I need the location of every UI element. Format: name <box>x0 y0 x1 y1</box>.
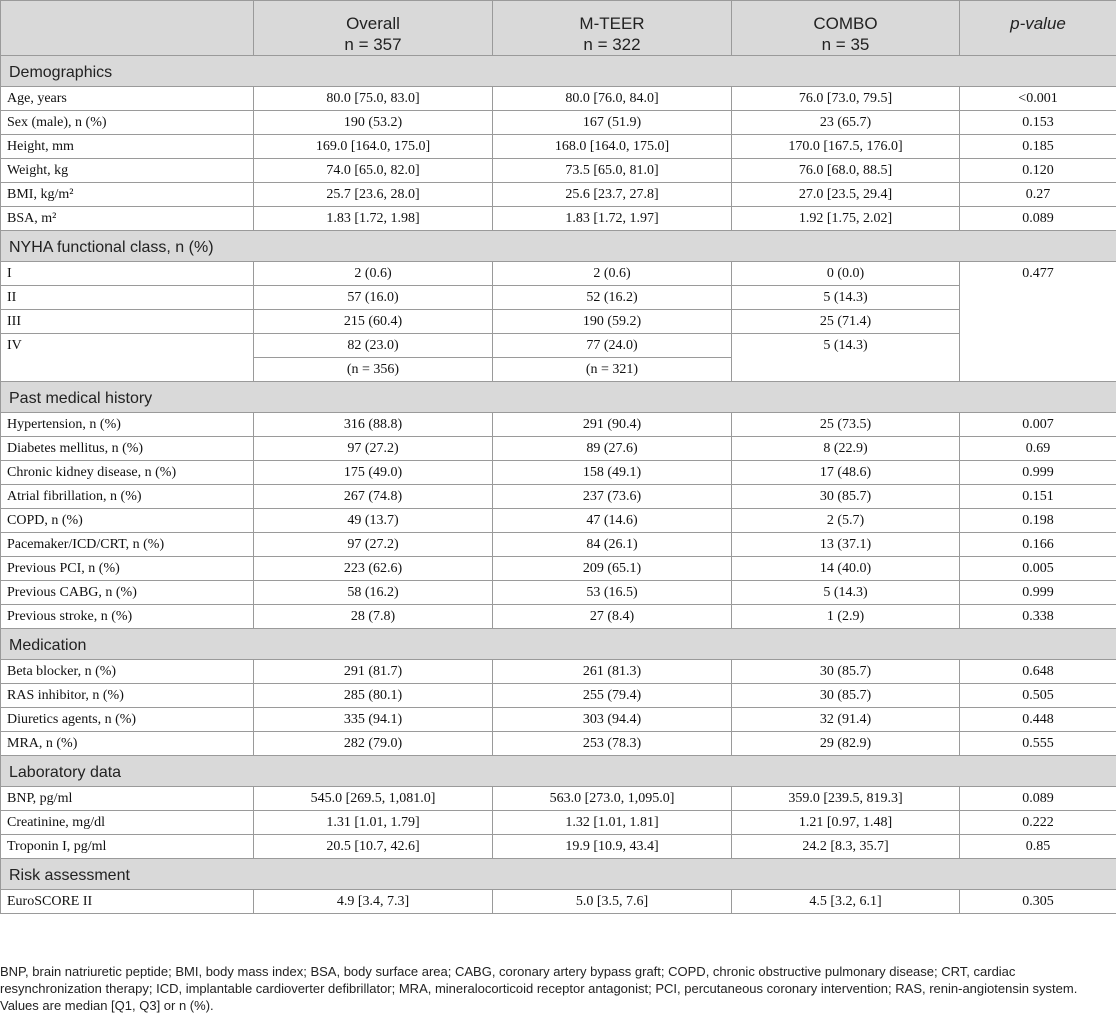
combo-value: 30 (85.7) <box>732 684 960 708</box>
row-label: Sex (male), n (%) <box>1 111 254 135</box>
row-label: IV <box>1 334 254 382</box>
mteer-value: 5.0 [3.5, 7.6] <box>493 890 732 914</box>
combo-value: 4.5 [3.2, 6.1] <box>732 890 960 914</box>
row-label: Weight, kg <box>1 159 254 183</box>
row-label: Previous CABG, n (%) <box>1 581 254 605</box>
p-value: 0.089 <box>960 787 1116 811</box>
row-label: BSA, m² <box>1 207 254 231</box>
table-row <box>1 557 1116 581</box>
mteer-value: 1.83 [1.72, 1.97] <box>493 207 732 231</box>
combo-value: 25 (73.5) <box>732 413 960 437</box>
row-label: Pacemaker/ICD/CRT, n (%) <box>1 533 254 557</box>
mteer-value: 261 (81.3) <box>493 660 732 684</box>
mteer-value: 89 (27.6) <box>493 437 732 461</box>
p-value: 0.505 <box>960 684 1116 708</box>
combo-value: 5 (14.3) <box>732 334 960 382</box>
p-value: 0.153 <box>960 111 1116 135</box>
p-value: 0.69 <box>960 437 1116 461</box>
mteer-value: 209 (65.1) <box>493 557 732 581</box>
table-row <box>1 485 1116 509</box>
table-footnote <box>0 963 1110 1014</box>
row-label: I <box>1 262 254 286</box>
mteer-value: 53 (16.5) <box>493 581 732 605</box>
overall-value: 97 (27.2) <box>254 533 493 557</box>
overall-value: 49 (13.7) <box>254 509 493 533</box>
values-note: Values are median [Q1, Q3] or n (%). <box>0 998 214 1013</box>
mteer-value: 255 (79.4) <box>493 684 732 708</box>
section-title: Past medical history <box>1 382 1116 413</box>
overall-value: 545.0 [269.5, 1,081.0] <box>254 787 493 811</box>
combo-value: 32 (91.4) <box>732 708 960 732</box>
table-body <box>1 56 1116 914</box>
combo-value: 359.0 [239.5, 819.3] <box>732 787 960 811</box>
mteer-value: 52 (16.2) <box>493 286 732 310</box>
header-mteer-n: n = 322 <box>583 35 641 54</box>
row-label: Previous stroke, n (%) <box>1 605 254 629</box>
mteer-value: 27 (8.4) <box>493 605 732 629</box>
mteer-value: 73.5 [65.0, 81.0] <box>493 159 732 183</box>
mteer-value: 158 (49.1) <box>493 461 732 485</box>
p-value: 0.477 <box>960 262 1116 382</box>
combo-value: 17 (48.6) <box>732 461 960 485</box>
p-value: 0.305 <box>960 890 1116 914</box>
section-header-row <box>1 56 1116 87</box>
table-row <box>1 708 1116 732</box>
overall-value: 282 (79.0) <box>254 732 493 756</box>
p-value: 0.089 <box>960 207 1116 231</box>
overall-value: 57 (16.0) <box>254 286 493 310</box>
section-header-row <box>1 629 1116 660</box>
row-label: Diuretics agents, n (%) <box>1 708 254 732</box>
table-row <box>1 461 1116 485</box>
table-row <box>1 581 1116 605</box>
combo-value: 29 (82.9) <box>732 732 960 756</box>
table-row <box>1 835 1116 859</box>
overall-value: 1.31 [1.01, 1.79] <box>254 811 493 835</box>
table-row <box>1 437 1116 461</box>
overall-value: 74.0 [65.0, 82.0] <box>254 159 493 183</box>
table-row <box>1 207 1116 231</box>
row-label: Atrial fibrillation, n (%) <box>1 485 254 509</box>
section-header-row <box>1 382 1116 413</box>
overall-value: 80.0 [75.0, 83.0] <box>254 87 493 111</box>
p-value: 0.120 <box>960 159 1116 183</box>
section-title: NYHA functional class, n (%) <box>1 231 1116 262</box>
mteer-value: 253 (78.3) <box>493 732 732 756</box>
overall-value: 25.7 [23.6, 28.0] <box>254 183 493 207</box>
p-value: 0.338 <box>960 605 1116 629</box>
section-title: Risk assessment <box>1 859 1116 890</box>
combo-value: 24.2 [8.3, 35.7] <box>732 835 960 859</box>
section-header-row <box>1 859 1116 890</box>
overall-value: 223 (62.6) <box>254 557 493 581</box>
mteer-value: 190 (59.2) <box>493 310 732 334</box>
p-value: 0.005 <box>960 557 1116 581</box>
overall-value: 97 (27.2) <box>254 437 493 461</box>
p-value: 0.007 <box>960 413 1116 437</box>
table-row <box>1 660 1116 684</box>
table-row <box>1 732 1116 756</box>
section-title: Medication <box>1 629 1116 660</box>
mteer-value: 47 (14.6) <box>493 509 732 533</box>
combo-value: 8 (22.9) <box>732 437 960 461</box>
table-row <box>1 509 1116 533</box>
overall-value: 215 (60.4) <box>254 310 493 334</box>
overall-value: 4.9 [3.4, 7.3] <box>254 890 493 914</box>
table-row <box>1 87 1116 111</box>
row-label: Height, mm <box>1 135 254 159</box>
row-label: MRA, n (%) <box>1 732 254 756</box>
table-row <box>1 262 1116 286</box>
table-row <box>1 334 1116 358</box>
p-value: 0.999 <box>960 461 1116 485</box>
p-value: 0.448 <box>960 708 1116 732</box>
header-mteer <box>493 1 732 56</box>
table-row <box>1 605 1116 629</box>
p-value: 0.198 <box>960 509 1116 533</box>
row-label: COPD, n (%) <box>1 509 254 533</box>
combo-value: 1.92 [1.75, 2.02] <box>732 207 960 231</box>
p-value: 0.185 <box>960 135 1116 159</box>
p-value: 0.222 <box>960 811 1116 835</box>
row-label: BMI, kg/m² <box>1 183 254 207</box>
combo-value: 27.0 [23.5, 29.4] <box>732 183 960 207</box>
p-value: <0.001 <box>960 87 1116 111</box>
p-value: 0.151 <box>960 485 1116 509</box>
header-mteer-label: M-TEER <box>579 14 645 33</box>
mteer-value: 291 (90.4) <box>493 413 732 437</box>
overall-value: 316 (88.8) <box>254 413 493 437</box>
table-row <box>1 684 1116 708</box>
overall-value: 2 (0.6) <box>254 262 493 286</box>
combo-value: 5 (14.3) <box>732 286 960 310</box>
table-row <box>1 135 1116 159</box>
overall-value: 169.0 [164.0, 175.0] <box>254 135 493 159</box>
combo-value: 76.0 [68.0, 88.5] <box>732 159 960 183</box>
section-title: Laboratory data <box>1 756 1116 787</box>
mteer-value: 167 (51.9) <box>493 111 732 135</box>
overall-n-available: (n = 356) <box>254 358 493 382</box>
combo-value: 13 (37.1) <box>732 533 960 557</box>
combo-value: 30 (85.7) <box>732 485 960 509</box>
overall-value: 58 (16.2) <box>254 581 493 605</box>
p-value: 0.27 <box>960 183 1116 207</box>
header-combo-n: n = 35 <box>821 35 870 54</box>
overall-value: 20.5 [10.7, 42.6] <box>254 835 493 859</box>
row-label: Age, years <box>1 87 254 111</box>
table-header <box>1 1 1116 56</box>
abbreviations-note: BNP, brain natriuretic peptide; BMI, body mass index; BSA, body surface area; CABG, coronary artery bypass graft; COPD, chronic obstructive pulmonary disease; CRT, cardiac resynchronization therapy; ICD, implantable cardioverter defibrillator; MRA, mineralocorticoid receptor antagonist; PCI, percutaneous coronary intervention; RAS, renin-angiotensin system. <box>0 964 1078 996</box>
header-overall-label: Overall <box>346 14 400 33</box>
table-row <box>1 890 1116 914</box>
combo-value: 14 (40.0) <box>732 557 960 581</box>
overall-value: 82 (23.0) <box>254 334 493 358</box>
combo-value: 30 (85.7) <box>732 660 960 684</box>
mteer-value: 19.9 [10.9, 43.4] <box>493 835 732 859</box>
row-label: RAS inhibitor, n (%) <box>1 684 254 708</box>
table-row <box>1 286 1116 310</box>
overall-value: 291 (81.7) <box>254 660 493 684</box>
table-row <box>1 811 1116 835</box>
combo-value: 2 (5.7) <box>732 509 960 533</box>
row-label: Beta blocker, n (%) <box>1 660 254 684</box>
combo-value: 170.0 [167.5, 176.0] <box>732 135 960 159</box>
mteer-value: 1.32 [1.01, 1.81] <box>493 811 732 835</box>
header-blank <box>1 1 254 56</box>
overall-value: 285 (80.1) <box>254 684 493 708</box>
table-row <box>1 310 1116 334</box>
header-overall-n: n = 357 <box>344 35 402 54</box>
combo-value: 23 (65.7) <box>732 111 960 135</box>
mteer-value: 25.6 [23.7, 27.8] <box>493 183 732 207</box>
row-label: Previous PCI, n (%) <box>1 557 254 581</box>
header-combo <box>732 1 960 56</box>
combo-value: 1 (2.9) <box>732 605 960 629</box>
table-row <box>1 159 1116 183</box>
header-pvalue: p-value <box>960 1 1116 56</box>
mteer-value: 77 (24.0) <box>493 334 732 358</box>
p-value: 0.85 <box>960 835 1116 859</box>
mteer-value: 563.0 [273.0, 1,095.0] <box>493 787 732 811</box>
section-title: Demographics <box>1 56 1116 87</box>
overall-value: 335 (94.1) <box>254 708 493 732</box>
combo-value: 76.0 [73.0, 79.5] <box>732 87 960 111</box>
combo-value: 0 (0.0) <box>732 262 960 286</box>
overall-value: 267 (74.8) <box>254 485 493 509</box>
p-value: 0.648 <box>960 660 1116 684</box>
row-label: Chronic kidney disease, n (%) <box>1 461 254 485</box>
row-label: Hypertension, n (%) <box>1 413 254 437</box>
p-value: 0.166 <box>960 533 1116 557</box>
table-row <box>1 533 1116 557</box>
header-overall <box>254 1 493 56</box>
p-value: 0.555 <box>960 732 1116 756</box>
overall-value: 175 (49.0) <box>254 461 493 485</box>
row-label: Creatinine, mg/dl <box>1 811 254 835</box>
row-label: Diabetes mellitus, n (%) <box>1 437 254 461</box>
mteer-value: 237 (73.6) <box>493 485 732 509</box>
combo-value: 1.21 [0.97, 1.48] <box>732 811 960 835</box>
mteer-value: 303 (94.4) <box>493 708 732 732</box>
table-row <box>1 111 1116 135</box>
row-label: II <box>1 286 254 310</box>
overall-value: 28 (7.8) <box>254 605 493 629</box>
mteer-value: 2 (0.6) <box>493 262 732 286</box>
table-row <box>1 183 1116 207</box>
row-label: EuroSCORE II <box>1 890 254 914</box>
table-row <box>1 787 1116 811</box>
table-row <box>1 413 1116 437</box>
mteer-value: 80.0 [76.0, 84.0] <box>493 87 732 111</box>
header-combo-label: COMBO <box>813 14 878 33</box>
row-label: Troponin I, pg/ml <box>1 835 254 859</box>
section-header-row <box>1 231 1116 262</box>
mteer-n-available: (n = 321) <box>493 358 732 382</box>
mteer-value: 168.0 [164.0, 175.0] <box>493 135 732 159</box>
row-label: BNP, pg/ml <box>1 787 254 811</box>
p-value: 0.999 <box>960 581 1116 605</box>
overall-value: 1.83 [1.72, 1.98] <box>254 207 493 231</box>
combo-value: 5 (14.3) <box>732 581 960 605</box>
combo-value: 25 (71.4) <box>732 310 960 334</box>
section-header-row <box>1 756 1116 787</box>
mteer-value: 84 (26.1) <box>493 533 732 557</box>
row-label: III <box>1 310 254 334</box>
overall-value: 190 (53.2) <box>254 111 493 135</box>
